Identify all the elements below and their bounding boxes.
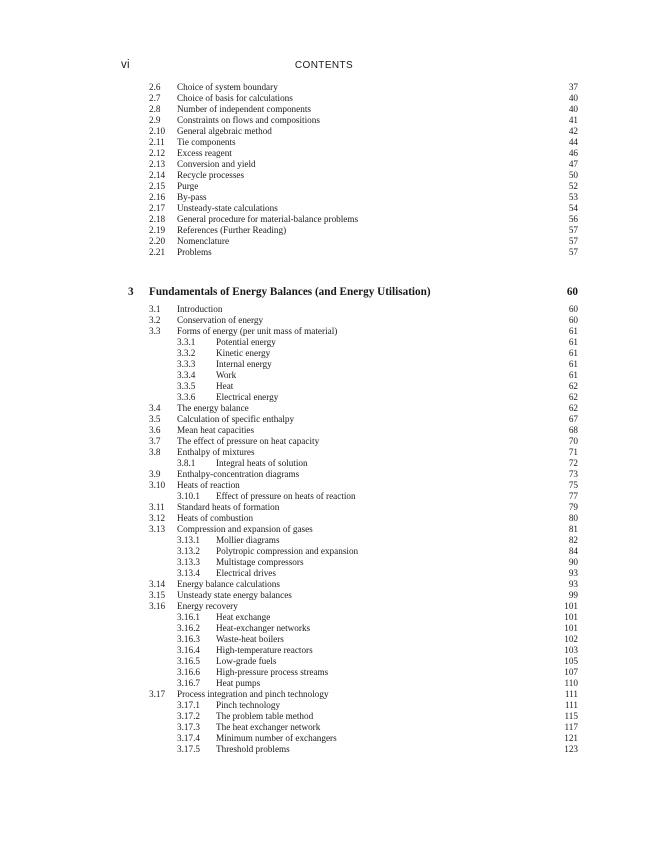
page-number-ref: 46 xyxy=(568,148,578,158)
toc-subsection-entry xyxy=(0,557,648,568)
toc-section-entry xyxy=(0,137,648,148)
toc-section-entry xyxy=(0,447,648,458)
page-number-ref: 117 xyxy=(564,722,578,732)
page-number-ref: 84 xyxy=(568,546,578,556)
section-title: Heat-exchanger networks xyxy=(216,623,311,633)
page-number-ref: 53 xyxy=(568,192,578,202)
section-number: 3.14 xyxy=(149,579,166,589)
toc-subsection-entry xyxy=(0,678,648,689)
page-number-ref: 56 xyxy=(568,214,578,224)
page-number-ref: 67 xyxy=(568,414,578,424)
section-number: 3.16.4 xyxy=(177,645,200,655)
toc-subsection-entry xyxy=(0,656,648,667)
section-number: 2.14 xyxy=(149,170,166,180)
section-number: 3.3.2 xyxy=(177,348,196,358)
page-number-ref: 121 xyxy=(564,733,578,743)
page-number-ref: 90 xyxy=(568,557,578,567)
toc-list-chapter-3 xyxy=(0,304,648,755)
section-number: 3.17.1 xyxy=(177,700,200,710)
toc-subsection-entry xyxy=(0,491,648,502)
page-number-ref: 101 xyxy=(564,601,578,611)
page-number-ref: 110 xyxy=(564,678,578,688)
section-title: Conversion and yield xyxy=(177,159,256,169)
section-number: 2.13 xyxy=(149,159,166,169)
toc-section-entry xyxy=(0,159,648,170)
section-number: 3.12 xyxy=(149,513,166,523)
section-number: 2.19 xyxy=(149,225,166,235)
section-number: 3.1 xyxy=(149,304,161,314)
page-number-ref: 72 xyxy=(568,458,578,468)
section-number: 3.3.5 xyxy=(177,381,196,391)
section-title: Energy balance calculations xyxy=(177,579,280,589)
section-title: Problems xyxy=(177,247,212,257)
section-number: 2.8 xyxy=(149,104,161,114)
section-title: Enthalpy-concentration diagrams xyxy=(177,469,300,479)
section-number: 3.3 xyxy=(149,326,161,336)
section-number: 3.10.1 xyxy=(177,491,200,501)
toc-subsection-entry xyxy=(0,546,648,557)
section-number: 3.13 xyxy=(149,524,166,534)
section-number: 3.15 xyxy=(149,590,166,600)
toc-section-entry xyxy=(0,524,648,535)
section-title: Electrical energy xyxy=(216,392,279,402)
section-title: Purge xyxy=(177,181,199,191)
section-number: 3.3.3 xyxy=(177,359,196,369)
toc-section-entry xyxy=(0,513,648,524)
section-number: 2.11 xyxy=(149,137,165,147)
page-number-ref: 44 xyxy=(568,137,578,147)
toc-section-entry xyxy=(0,689,648,700)
toc-section-entry xyxy=(0,214,648,225)
section-title: Heat pumps xyxy=(216,678,261,688)
section-number: 3.16 xyxy=(149,601,166,611)
section-title: Polytropic compression and expansion xyxy=(216,546,359,556)
section-number: 3.16.1 xyxy=(177,612,200,622)
page-number-ref: 93 xyxy=(568,579,578,589)
toc-section-entry xyxy=(0,82,648,93)
section-number: 3.10 xyxy=(149,480,166,490)
section-title: Work xyxy=(216,370,237,380)
toc-section-entry xyxy=(0,192,648,203)
section-title: Recycle processes xyxy=(177,170,245,180)
section-title: Integral heats of solution xyxy=(216,458,308,468)
page-number-ref: 99 xyxy=(568,590,578,600)
page-number-ref: 57 xyxy=(568,225,578,235)
section-title: Mean heat capacities xyxy=(177,425,255,435)
toc-subsection-entry xyxy=(0,359,648,370)
toc-subsection-entry xyxy=(0,623,648,634)
section-title: Unsteady-state calculations xyxy=(177,203,278,213)
toc-section-entry xyxy=(0,502,648,513)
toc-section-entry xyxy=(0,126,648,137)
section-title: High-temperature reactors xyxy=(216,645,313,655)
page-number-ref: 62 xyxy=(568,381,578,391)
page-number-ref: 81 xyxy=(568,524,578,534)
toc-section-entry xyxy=(0,579,648,590)
section-title: Electrical drives xyxy=(216,568,276,578)
section-number: 3.13.4 xyxy=(177,568,200,578)
toc-subsection-entry xyxy=(0,337,648,348)
section-number: 3.3.4 xyxy=(177,370,196,380)
section-number: 3.3.1 xyxy=(177,337,196,347)
page-number-ref: 61 xyxy=(568,359,578,369)
section-number: 3.5 xyxy=(149,414,161,424)
toc-section-entry xyxy=(0,148,648,159)
page-number-ref: 123 xyxy=(564,744,578,754)
page-number: vi xyxy=(121,59,130,71)
section-number: 3.17.4 xyxy=(177,733,200,743)
chapter-title: Fundamentals of Energy Balances (and Energy Utilisation) xyxy=(149,286,431,298)
page-number-ref: 93 xyxy=(568,568,578,578)
section-number: 2.12 xyxy=(149,148,166,158)
toc-section-entry xyxy=(0,601,648,612)
section-number: 2.21 xyxy=(149,247,166,257)
section-title: The problem table method xyxy=(216,711,314,721)
section-title: High-pressure process streams xyxy=(216,667,329,677)
page-number-ref: 54 xyxy=(568,203,578,213)
page-number-ref: 57 xyxy=(568,236,578,246)
section-number: 3.11 xyxy=(149,502,165,512)
section-title: The energy balance xyxy=(177,403,249,413)
section-title: Potential energy xyxy=(216,337,276,347)
section-title: Internal energy xyxy=(216,359,272,369)
section-title: Choice of basis for calculations xyxy=(177,93,293,103)
page-number-ref: 52 xyxy=(568,181,578,191)
section-number: 3.17.5 xyxy=(177,744,200,754)
page-number-ref: 60 xyxy=(568,304,578,314)
page-number-ref: 57 xyxy=(568,247,578,257)
section-title: The effect of pressure on heat capacity xyxy=(177,436,320,446)
toc-subsection-entry xyxy=(0,700,648,711)
section-title: Process integration and pinch technology xyxy=(177,689,329,699)
section-number: 2.16 xyxy=(149,192,166,202)
section-number: 3.17 xyxy=(149,689,166,699)
page-number-ref: 115 xyxy=(564,711,578,721)
section-title: Calculation of specific enthalpy xyxy=(177,414,295,424)
section-number: 3.2 xyxy=(149,315,161,325)
toc-section-entry xyxy=(0,590,648,601)
running-title: CONTENTS xyxy=(294,60,354,71)
toc-subsection-entry xyxy=(0,733,648,744)
page-number-ref: 102 xyxy=(564,634,578,644)
page-number-ref: 61 xyxy=(568,348,578,358)
section-title: Excess reagent xyxy=(177,148,232,158)
page-header xyxy=(0,59,648,73)
section-title: Pinch technology xyxy=(216,700,281,710)
toc-subsection-entry xyxy=(0,381,648,392)
section-title: Effect of pressure on heats of reaction xyxy=(216,491,356,501)
toc-section-entry xyxy=(0,247,648,258)
section-number: 2.20 xyxy=(149,236,166,246)
section-title: General algebraic method xyxy=(177,126,272,136)
section-number: 3.17.3 xyxy=(177,722,200,732)
toc-section-entry xyxy=(0,469,648,480)
section-number: 2.10 xyxy=(149,126,166,136)
section-title: Forms of energy (per unit mass of material) xyxy=(177,326,338,336)
toc-subsection-entry xyxy=(0,722,648,733)
section-title: By-pass xyxy=(177,192,207,202)
section-title: Energy recovery xyxy=(177,601,238,611)
page-number-ref: 42 xyxy=(568,126,578,136)
page-number-ref: 71 xyxy=(568,447,578,457)
section-number: 3.6 xyxy=(149,425,161,435)
page-number-ref: 103 xyxy=(564,645,578,655)
section-number: 3.4 xyxy=(149,403,161,413)
page-number-ref: 61 xyxy=(568,337,578,347)
section-title: Waste-heat boilers xyxy=(216,634,284,644)
section-number: 2.15 xyxy=(149,181,166,191)
toc-section-entry xyxy=(0,436,648,447)
page-number-ref: 47 xyxy=(568,159,578,169)
toc-section-entry xyxy=(0,425,648,436)
section-title: Unsteady state energy balances xyxy=(177,590,292,600)
section-title: Multistage compressors xyxy=(216,557,304,567)
section-title: Constraints on flows and compositions xyxy=(177,115,320,125)
toc-section-entry xyxy=(0,236,648,247)
page-number-ref: 62 xyxy=(568,403,578,413)
section-title: Choice of system boundary xyxy=(177,82,278,92)
section-title: Heat exchange xyxy=(216,612,271,622)
page-number-ref: 101 xyxy=(564,623,578,633)
section-title: Number of independent components xyxy=(177,104,311,114)
page-number-ref: 41 xyxy=(568,115,578,125)
toc-section-entry xyxy=(0,315,648,326)
toc-section-entry xyxy=(0,203,648,214)
page-number-ref: 70 xyxy=(568,436,578,446)
section-number: 3.16.2 xyxy=(177,623,200,633)
toc-subsection-entry xyxy=(0,458,648,469)
page-number-ref: 82 xyxy=(568,535,578,545)
section-number: 2.18 xyxy=(149,214,166,224)
section-title: Tie components xyxy=(177,137,236,147)
section-number: 2.6 xyxy=(149,82,161,92)
page-number-ref: 75 xyxy=(568,480,578,490)
section-title: Introduction xyxy=(177,304,223,314)
section-number: 3.17.2 xyxy=(177,711,200,721)
page-number-ref: 101 xyxy=(564,612,578,622)
section-number: 3.13.1 xyxy=(177,535,200,545)
chapter-number: 3 xyxy=(128,286,134,298)
page-number-ref: 80 xyxy=(568,513,578,523)
section-title: Minimum number of exchangers xyxy=(216,733,337,743)
section-number: 3.13.2 xyxy=(177,546,200,556)
section-number: 3.13.3 xyxy=(177,557,200,567)
toc-subsection-entry xyxy=(0,392,648,403)
section-number: 3.7 xyxy=(149,436,161,446)
toc-subsection-entry xyxy=(0,535,648,546)
page-number-ref: 79 xyxy=(568,502,578,512)
toc-section-entry xyxy=(0,181,648,192)
page-number-ref: 61 xyxy=(568,326,578,336)
section-title: Heat xyxy=(216,381,234,391)
section-number: 3.16.3 xyxy=(177,634,200,644)
section-title: References (Further Reading) xyxy=(177,225,287,235)
toc-section-entry xyxy=(0,304,648,315)
toc-section-entry xyxy=(0,480,648,491)
section-title: Kinetic energy xyxy=(216,348,271,358)
section-number: 3.8 xyxy=(149,447,161,457)
section-title: The heat exchanger network xyxy=(216,722,321,732)
toc-subsection-entry xyxy=(0,370,648,381)
toc-section-entry xyxy=(0,115,648,126)
section-title: Conservation of energy xyxy=(177,315,264,325)
section-title: General procedure for material-balance problems xyxy=(177,214,359,224)
toc-subsection-entry xyxy=(0,667,648,678)
section-number: 3.8.1 xyxy=(177,458,196,468)
section-number: 2.9 xyxy=(149,115,161,125)
section-number: 3.16.7 xyxy=(177,678,200,688)
chapter-page: 60 xyxy=(566,286,578,298)
section-number: 2.17 xyxy=(149,203,166,213)
page-number-ref: 40 xyxy=(568,104,578,114)
page-number-ref: 111 xyxy=(564,689,578,699)
toc-subsection-entry xyxy=(0,568,648,579)
page-number-ref: 40 xyxy=(568,93,578,103)
toc-section-entry xyxy=(0,170,648,181)
section-number: 2.7 xyxy=(149,93,161,103)
toc-list-chapter-2 xyxy=(0,82,648,258)
section-title: Threshold problems xyxy=(216,744,290,754)
page-number-ref: 60 xyxy=(568,315,578,325)
section-title: Heats of combustion xyxy=(177,513,254,523)
page-number-ref: 73 xyxy=(568,469,578,479)
section-number: 3.3.6 xyxy=(177,392,196,402)
toc-subsection-entry xyxy=(0,634,648,645)
page-number-ref: 77 xyxy=(568,491,578,501)
section-number: 3.16.5 xyxy=(177,656,200,666)
section-title: Heats of reaction xyxy=(177,480,240,490)
toc-subsection-entry xyxy=(0,645,648,656)
toc-section-entry xyxy=(0,403,648,414)
toc-subsection-entry xyxy=(0,711,648,722)
page-number-ref: 37 xyxy=(568,82,578,92)
page-number-ref: 105 xyxy=(564,656,578,666)
page-number-ref: 111 xyxy=(564,700,578,710)
page-number-ref: 68 xyxy=(568,425,578,435)
page-number-ref: 107 xyxy=(564,667,578,677)
page-number-ref: 50 xyxy=(568,170,578,180)
page-number-ref: 61 xyxy=(568,370,578,380)
toc-section-entry xyxy=(0,104,648,115)
section-title: Enthalpy of mixtures xyxy=(177,447,255,457)
chapter-heading xyxy=(0,285,648,299)
toc-section-entry xyxy=(0,414,648,425)
section-title: Mollier diagrams xyxy=(216,535,280,545)
toc-subsection-entry xyxy=(0,348,648,359)
toc-section-entry xyxy=(0,326,648,337)
section-title: Compression and expansion of gases xyxy=(177,524,313,534)
toc-subsection-entry xyxy=(0,612,648,623)
page-number-ref: 62 xyxy=(568,392,578,402)
toc-section-entry xyxy=(0,225,648,236)
toc-subsection-entry xyxy=(0,744,648,755)
section-number: 3.16.6 xyxy=(177,667,200,677)
section-title: Low-grade fuels xyxy=(216,656,277,666)
section-title: Standard heats of formation xyxy=(177,502,280,512)
toc-section-entry xyxy=(0,93,648,104)
section-title: Nomenclature xyxy=(177,236,230,246)
section-number: 3.9 xyxy=(149,469,161,479)
